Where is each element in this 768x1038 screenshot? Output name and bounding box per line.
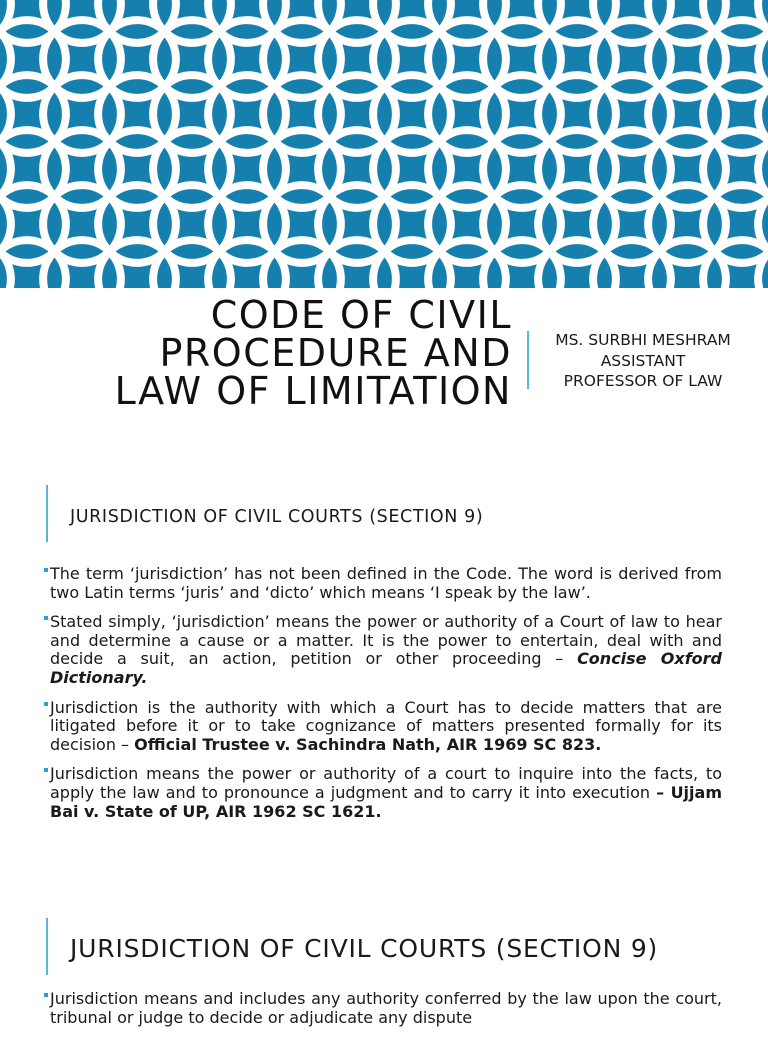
bullet-list [50,990,722,1038]
bullet-text: Jurisdiction means the power or authority of a court to inquire into the facts, to apply the law and to pronounce a judgment and to carry it into execution [50,764,722,802]
cover-pattern-banner [0,0,768,288]
title-line: CODE OF CIVIL [210,293,512,337]
slide-1 [0,485,768,845]
bullet-list [50,565,722,832]
author-title: ASSISTANT [600,351,686,370]
bullet-item [50,765,722,821]
author-name: MS. SURBHI MESHRAM [555,331,731,349]
bullet-item [50,613,722,687]
bullet-item [50,699,722,755]
slide-2 [0,918,768,1027]
bullet-item [50,990,722,1027]
presentation-title [20,293,512,413]
heading-accent-bar [46,918,48,975]
author-info [540,330,746,392]
slide-heading: JURISDICTION OF CIVIL COURTS (SECTION 9) [70,934,659,963]
author-title: PROFESSOR OF LAW [563,372,723,390]
citation-text: – Ujjam Bai v. State of UP, AIR 1962 SC 1621. [50,782,722,821]
slide-heading: JURISDICTION OF CIVIL COURTS (SECTION 9) [70,507,484,527]
citation-text: Official Trustee v. Sachindra Nath, AIR 1969 SC 823. [134,734,602,754]
title-line: PROCEDURE AND [159,331,512,375]
bullet-marker-icon [44,702,48,706]
bullet-item [50,565,722,602]
interlocking-rings-pattern [0,0,768,288]
bullet-text: Jurisdiction means and includes any authority conferred by the law upon the court, tribunal or judge to decide or adjudicate any dispute [50,989,722,1027]
title-divider [527,331,529,389]
bullet-text: Stated simply, ‘jurisdiction’ means the power or authority of a Court of law to hear and determine a cause or a matter. It is the power to entertain, deal with and decide a suit, an action, petition or other proceeding – [50,612,722,669]
bullet-marker-icon [44,616,48,620]
bullet-marker-icon [44,568,48,572]
title-line: LAW OF LIMITATION [114,369,512,413]
bullet-text: Jurisdiction is the authority with which a Court has to decide matters that are litigated before it or to take cognizance of matters presented formally for its decision – [50,697,722,754]
bullet-marker-icon [44,768,48,772]
bullet-marker-icon [44,993,48,997]
citation-text: Concise Oxford Dictionary. [50,649,722,687]
heading-accent-bar [46,485,48,542]
bullet-text: The term ‘jurisdiction’ has not been defined in the Code. The word is derived from two Latin terms ‘juris’ and ‘dicto’ which means ‘I speak by the law’. [50,564,722,602]
